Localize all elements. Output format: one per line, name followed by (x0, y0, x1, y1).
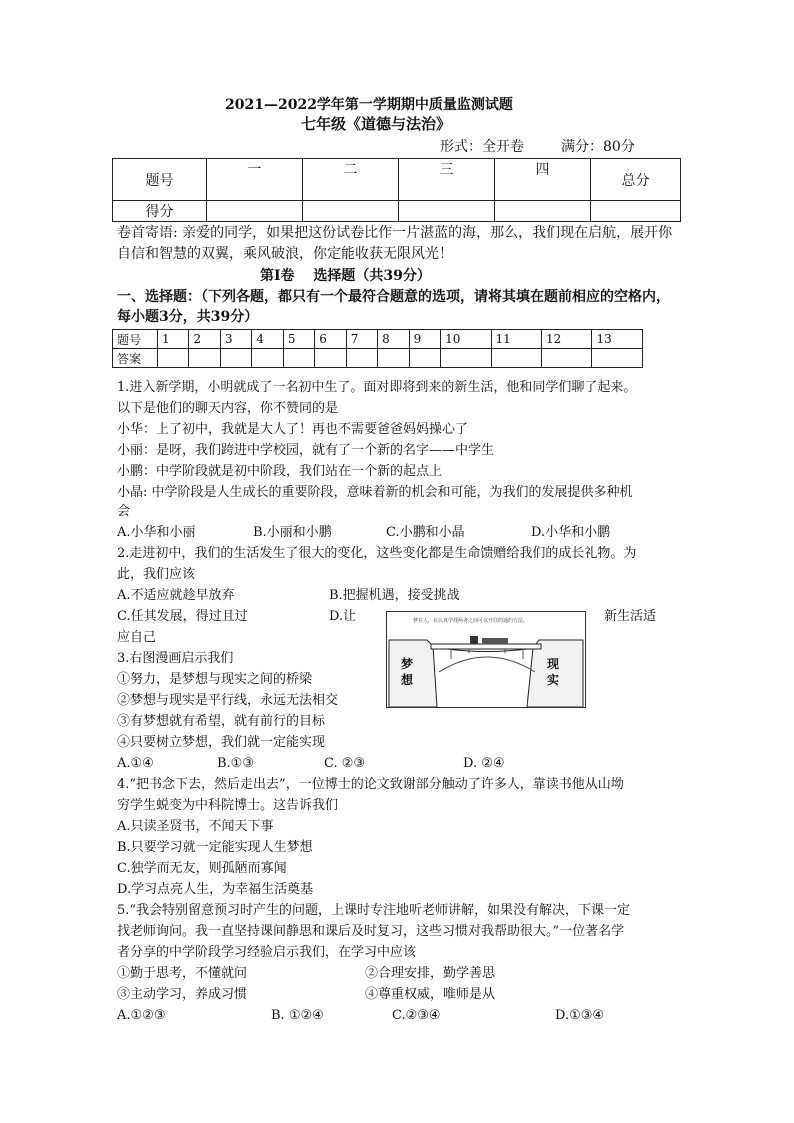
exam-title: 2021—2022学年第一学期期中质量监测试题 (225, 97, 513, 113)
section-instructions-2: 每小题3分，共39分） (117, 309, 259, 325)
foreword-line-1: 卷首寄语: 亲爱的同学，如果把这份试卷比作一片湛蓝的海，那么，我们现在启航，展开你 (117, 225, 673, 241)
answer-cell[interactable] (158, 349, 189, 368)
answer-cell[interactable] (315, 349, 346, 368)
score-table (112, 158, 681, 222)
question-number: 6 (315, 330, 346, 349)
answer-cell[interactable] (592, 349, 643, 368)
q5-statement-3: ③主动学习，养成习惯 (117, 987, 248, 1002)
question-number: 10 (441, 330, 491, 349)
q4-stem-2: 穷学生蜕变为中科院博士。这告诉我们 (117, 798, 339, 813)
answer-cell[interactable] (283, 349, 314, 368)
answer-cell[interactable] (346, 349, 377, 368)
q5-option-d[interactable]: D.①③④ (555, 1008, 605, 1023)
cartoon-reality-label: 现实 (547, 657, 560, 687)
q5-stem-2: 找老师询问。我一直坚持课间静思和课后及时复习，这些习惯对我帮助很大。”一位著名学 (117, 924, 625, 939)
question-number: 3 (220, 330, 251, 349)
q1-statement-4-end: 会 (117, 504, 131, 519)
q2-option-d[interactable]: D.让 (329, 609, 357, 624)
q4-option-a[interactable]: A.只读圣贤书，不闻天下事 (117, 819, 274, 834)
score-cell[interactable] (207, 201, 303, 222)
q4-option-c[interactable]: C.独学而无友，则孤陋而寡闻 (117, 861, 287, 876)
answer-table-number-label: 题号 (113, 330, 158, 349)
question-number: 2 (189, 330, 220, 349)
q2-stem-1: 2.走进初中，我们的生活发生了很大的变化，这些变化都是生命馈赠给我们的成长礼物。为 (117, 546, 637, 561)
score-col-3: 三 (399, 159, 495, 201)
score-total-label: 总分 (591, 159, 681, 201)
question-number: 13 (592, 330, 643, 349)
q4-option-b[interactable]: B.只要学习就一定能实现人生梦想 (117, 840, 313, 855)
q2-option-a[interactable]: A.不适应就趁早放弃 (117, 588, 235, 603)
foreword-line-2: 自信和智慧的双翼，乘风破浪，你定能收获无限风光！ (117, 246, 453, 262)
q1-stem-1: 1.进入新学期，小明就成了一名初中生了。面对即将到来的新生活，他和同学们聊了起来。 (117, 380, 637, 395)
q3-statement-2: ②梦想与现实是平行线，永远无法相交 (117, 693, 339, 708)
q3-option-c[interactable]: C. ②③ (324, 756, 366, 771)
q5-stem-3: 者分享的中学阶段学习经验启示我们，在学习中应该 (117, 945, 417, 960)
q1-statement-4: 小晶: 中学阶段是人生成长的重要阶段，意味着新的机会和可能，为我们的发展提供多种机 (117, 485, 633, 500)
answer-table (112, 329, 643, 368)
question-number: 5 (283, 330, 314, 349)
q3-option-b[interactable]: B.①③ (217, 756, 254, 771)
q1-stem-2: 以下是他们的聊天内容，你不赞同的是 (117, 401, 339, 416)
question-number: 7 (346, 330, 377, 349)
q1-option-b[interactable]: B.小丽和小鹏 (253, 525, 332, 540)
answer-cell[interactable] (491, 349, 541, 368)
q3-statement-4: ④只要树立梦想，我们就一定能实现 (117, 735, 326, 750)
q1-option-a[interactable]: A.小华和小丽 (117, 525, 196, 540)
answer-cell[interactable] (220, 349, 251, 368)
q3-option-d[interactable]: D. ②④ (463, 756, 505, 771)
q1-statement-1: 小华：上了初中，我就是大人了！再也不需要爸爸妈妈操心了 (117, 422, 469, 437)
question-number: 8 (378, 330, 409, 349)
q1-option-d[interactable]: D.小华和小鹏 (531, 525, 611, 540)
answer-cell[interactable] (542, 349, 592, 368)
answer-cell[interactable] (189, 349, 220, 368)
section-instructions-1: 一、选择题：（下列各题，都只有一个最符合题意的选项，请将其填在题前相应的空格内， (117, 289, 670, 305)
score-col-2: 二 (303, 159, 399, 201)
q5-statement-2: ②合理安排，勤学善思 (365, 966, 496, 981)
answer-cell[interactable] (252, 349, 283, 368)
score-col-1: 一 (207, 159, 303, 201)
q1-option-c[interactable]: C.小鹏和小晶 (386, 525, 465, 540)
q3-option-a[interactable]: A.①④ (117, 756, 154, 771)
q5-statement-4: ④尊重权威，唯师是从 (365, 987, 496, 1002)
q5-statement-1: ①勤于思考，不懂就问 (117, 966, 248, 981)
q3-statement-1: ①努力，是梦想与现实之间的桥梁 (117, 672, 313, 687)
q4-option-d[interactable]: D.学习点亮人生，为幸福生活奠基 (117, 882, 314, 897)
cartoon-dream-label: 梦想 (401, 657, 414, 687)
cartoon-caption: 梦在人，在认真学找两者之间可以开往的通的方法。 (413, 618, 529, 624)
q5-stem-1: 5.“我会特别留意预习时产生的问题，上课时专注地听老师讲解，如果没有解决，下课一定 (117, 903, 631, 918)
answer-cell[interactable] (378, 349, 409, 368)
q2-stem-2: 此，我们应该 (117, 567, 196, 582)
q1-statement-3: 小鹏：中学阶段就是初中阶段，我们站在一个新的起点上 (117, 464, 443, 479)
exam-subtitle: 七年级《道德与法治》 (301, 115, 452, 133)
score-cell[interactable] (303, 201, 399, 222)
q5-option-b[interactable]: B. ①②④ (271, 1008, 324, 1023)
question-number: 9 (409, 330, 440, 349)
q2-option-c[interactable]: C.任其发展，得过且过 (117, 609, 248, 624)
score-cell[interactable] (591, 201, 681, 222)
part-title: 第Ⅰ卷 选择题（共39分） (260, 268, 431, 284)
q3-stem: 3.右图漫画启示我们 (117, 651, 234, 666)
question-number: 1 (158, 330, 189, 349)
question-number: 4 (252, 330, 283, 349)
answer-cell[interactable] (409, 349, 440, 368)
q5-option-c[interactable]: C.②③④ (392, 1008, 441, 1023)
exam-form: 形式：全开卷 (440, 139, 524, 155)
answer-table-answer-label: 答案 (113, 349, 158, 368)
full-marks: 满分：80分 (561, 139, 635, 155)
score-table-header-label: 题号 (113, 159, 207, 201)
score-col-4: 四 (495, 159, 591, 201)
q4-stem-1: 4.“把书念下去，然后走出去”，一位博士的论文致谢部分触动了许多人，靠读书他从山坳 (117, 777, 624, 792)
score-cell[interactable] (495, 201, 591, 222)
question-number: 12 (542, 330, 592, 349)
q2-option-d-tail: 新生活适 (604, 609, 657, 624)
q3-statement-3: ③有梦想就有希望，就有前行的目标 (117, 714, 326, 729)
answer-cell[interactable] (441, 349, 491, 368)
q5-option-a[interactable]: A.①②③ (117, 1008, 166, 1023)
q1-statement-2: 小丽：是呀，我们跨进中学校园，就有了一个新的名字——中学生 (117, 443, 495, 458)
dream-reality-cartoon (386, 611, 586, 708)
q2-option-b[interactable]: B.把握机遇，接受挑战 (329, 588, 460, 603)
question-number: 11 (491, 330, 541, 349)
score-row-label: 得分 (113, 201, 207, 222)
score-cell[interactable] (399, 201, 495, 222)
q2-option-d-end: 应自己 (117, 630, 157, 645)
